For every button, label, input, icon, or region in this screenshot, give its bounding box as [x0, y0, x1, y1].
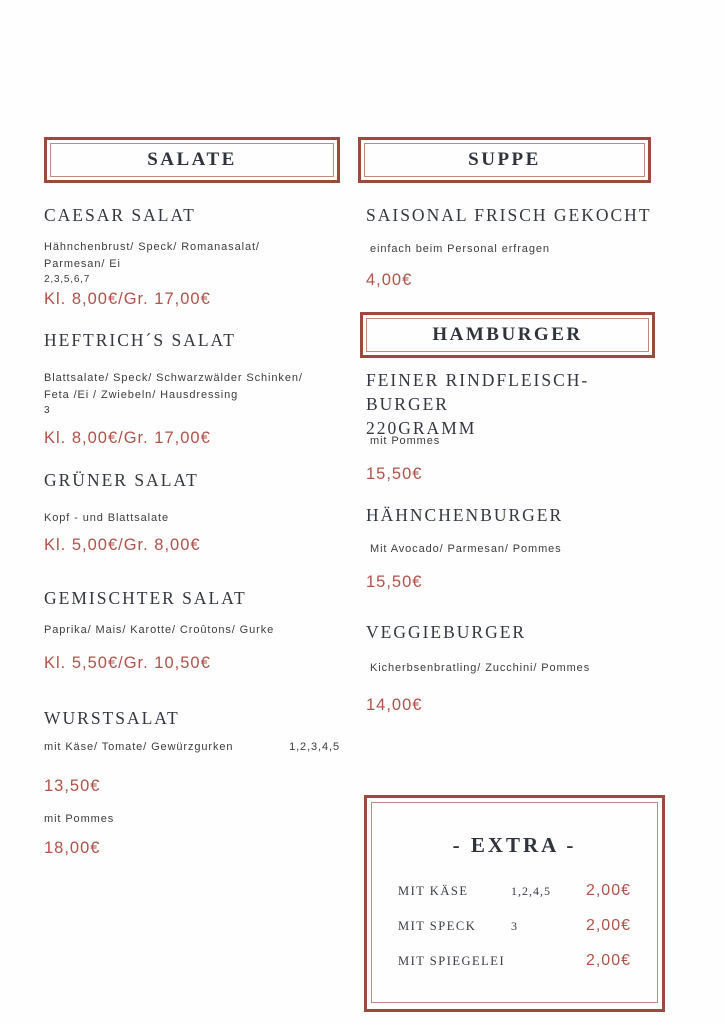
hamburger-section-header-box [360, 312, 655, 358]
suppe-section-title: SUPPE [468, 149, 541, 170]
item-price: 15,50€ [366, 573, 423, 591]
extra-item-price: 2,00€ [585, 882, 631, 899]
salate-section-title: SALATE [147, 149, 237, 170]
item-name-line: 220GRAMM [366, 418, 477, 438]
extra-row-spiegelei [398, 952, 631, 970]
hamburger-section-title: HAMBURGER [432, 324, 583, 345]
suppe-section-header-box [358, 137, 651, 183]
menu-item-saisonale-suppe [366, 203, 662, 291]
item-name: CAESAR SALAT [44, 205, 196, 225]
menu-item-gruener-salat [44, 468, 340, 556]
item-name-line: FEINER RINDFLEISCH- [366, 370, 590, 390]
menu-item-caesar-salat [44, 203, 340, 310]
suppe-section-header-inner-frame [364, 143, 645, 177]
extra-item-price: 2,00€ [585, 917, 631, 934]
item-name: GRÜNER SALAT [44, 470, 199, 490]
extra-item-label: MIT SPIEGELEI [398, 954, 506, 968]
item-description-line: Parmesan/ Ei [44, 258, 121, 270]
item-description-line: mit Pommes [370, 435, 441, 447]
extra-row-speck [398, 917, 631, 935]
item-name: SAISONAL FRISCH GEKOCHT [366, 205, 652, 225]
item-name-line: BURGER [366, 394, 449, 414]
salate-section-header-box [44, 137, 340, 183]
item-price: 14,00€ [366, 696, 423, 714]
hamburger-section-header-inner-frame [366, 318, 649, 352]
item-description-row [44, 739, 340, 756]
item-description-line: Paprika/ Mais/ Karotte/ Croûtons/ Gurke [44, 624, 275, 636]
item-description-line: Mit Avocado/ Parmesan/ Pommes [370, 543, 562, 555]
extra-item-label: MIT SPECK [398, 919, 477, 933]
item-name: VEGGIEBURGER [366, 622, 527, 642]
item-price: 13,50€ [44, 777, 101, 795]
item-name: GEMISCHTER SALAT [44, 588, 247, 608]
item-description-line: Kicherbsenbratling/ Zucchini/ Pommes [370, 662, 591, 674]
item-description-line: Blattsalate/ Speck/ Schwarzwälder Schinken/ [44, 372, 303, 384]
menu-item-heftrichs-salat [44, 328, 340, 449]
item-price: 15,50€ [366, 465, 423, 483]
salate-section-header-inner-frame [50, 143, 334, 177]
extra-item-label: MIT KÄSE [398, 884, 469, 898]
item-allergen-numbers: 1,2,3,4,5 [289, 741, 340, 753]
item-variant-price: 18,00€ [44, 839, 101, 857]
extra-section-inner-frame [371, 802, 658, 1003]
item-price: Kl. 5,00€/Gr. 8,00€ [44, 536, 201, 554]
menu-item-rindfleischburger [366, 368, 662, 485]
item-description-line: Kopf - und Blattsalate [44, 512, 169, 524]
item-allergen-numbers: 3 [44, 405, 51, 416]
menu-item-gemischter-salat [44, 586, 340, 674]
item-price: 4,00€ [366, 271, 413, 289]
item-allergen-numbers: 2,3,5,6,7 [44, 274, 91, 285]
extra-section-title: - EXTRA - [452, 833, 577, 857]
item-price: Kl. 5,50€/Gr. 10,50€ [44, 654, 211, 672]
extra-row-kaese [398, 882, 631, 900]
menu-item-veggieburger [366, 620, 662, 716]
menu-item-haehnchenburger [366, 503, 662, 593]
item-name: HÄHNCHENBURGER [366, 505, 564, 525]
item-description-line: mit Käse/ Tomate/ Gewürzgurken [44, 741, 234, 753]
extra-allergen-numbers: 1,2,4,5 [511, 884, 551, 898]
item-variant-label: mit Pommes [44, 813, 115, 825]
item-price: Kl. 8,00€/Gr. 17,00€ [44, 429, 211, 447]
extra-allergen-numbers: 3 [511, 919, 518, 933]
item-name: HEFTRICH´S SALAT [44, 330, 236, 350]
item-name: WURSTSALAT [44, 708, 180, 728]
item-price: Kl. 8,00€/Gr. 17,00€ [44, 290, 211, 308]
extra-item-price: 2,00€ [585, 952, 631, 969]
item-description-line: Feta /Ei / Zwiebeln/ Hausdressing [44, 389, 239, 401]
item-description-line: einfach beim Personal erfragen [370, 243, 550, 255]
extra-section-box [364, 795, 665, 1012]
menu-item-wurstsalat [44, 706, 340, 859]
item-description-line: Hähnchenbrust/ Speck/ Romanasalat/ [44, 241, 260, 253]
